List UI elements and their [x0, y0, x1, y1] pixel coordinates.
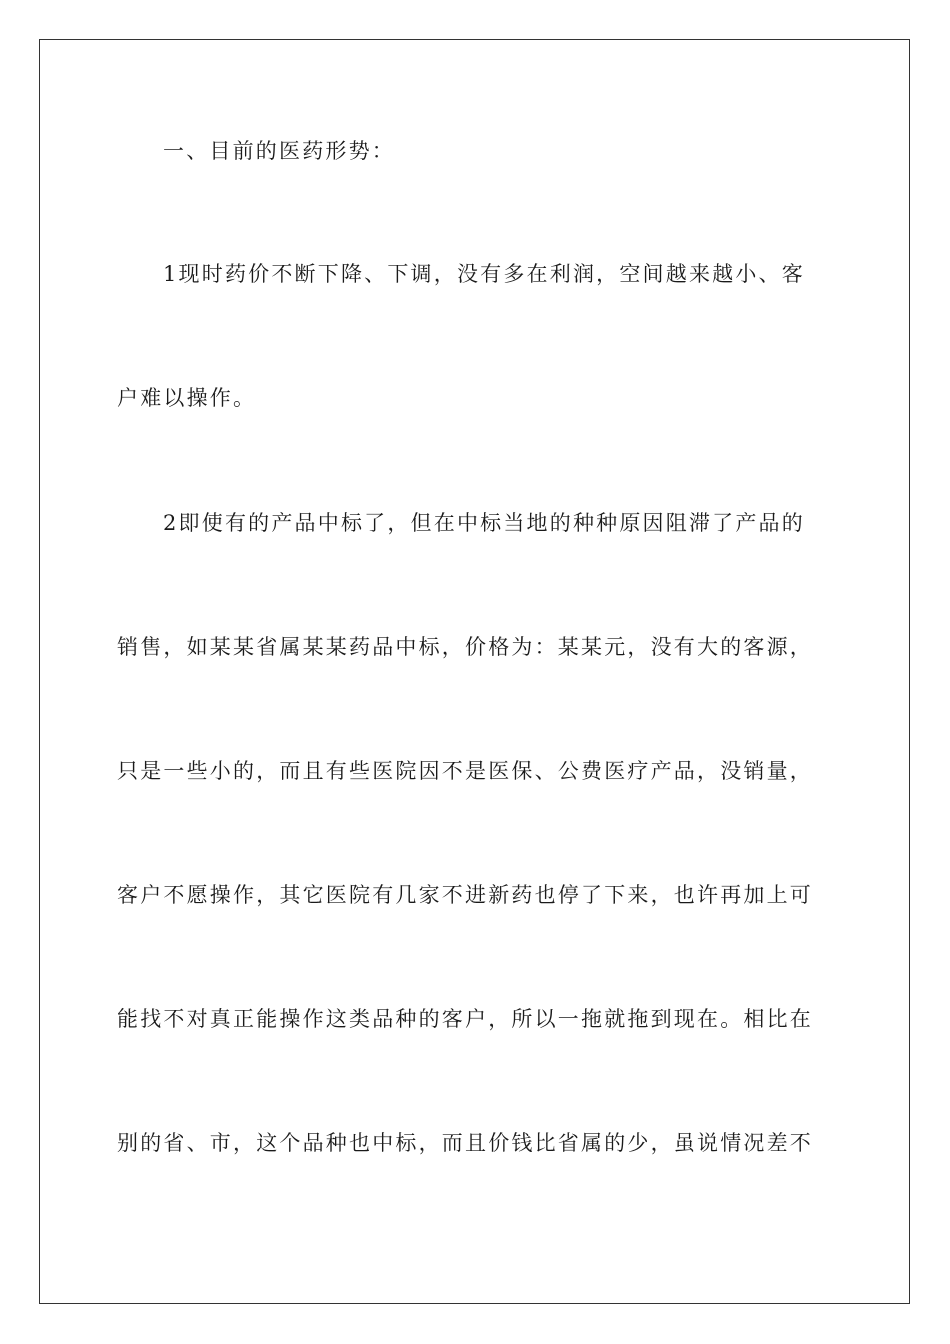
paragraph-2-line-6: 别的省、市，这个品种也中标，而且价钱比省属的少，虽说情况差不: [117, 1131, 813, 1155]
section-heading: 一、目前的医药形势：: [163, 139, 395, 163]
paragraph-1-line-2: 户难以操作。: [117, 386, 257, 410]
paragraph-2-line-5: 能找不对真正能操作这类品种的客户，所以一拖就拖到现在。相比在: [117, 1007, 813, 1031]
page-frame: [39, 39, 910, 1304]
paragraph-2-line-3: 只是一些小的，而且有些医院因不是医保、公费医疗产品，没销量，: [117, 759, 813, 783]
paragraph-2-line-1: 2即使有的产品中标了，但在中标当地的种种原因阻滞了产品的: [163, 511, 805, 535]
paragraph-1-line-1: 1现时药价不断下降、下调，没有多在利润，空间越来越小、客: [163, 262, 805, 286]
paragraph-2-line-2: 销售，如某某省属某某药品中标，价格为：某某元，没有大的客源，: [117, 635, 813, 659]
paragraph-2-line-4: 客户不愿操作，其它医院有几家不进新药也停了下来，也许再加上可: [117, 883, 813, 907]
